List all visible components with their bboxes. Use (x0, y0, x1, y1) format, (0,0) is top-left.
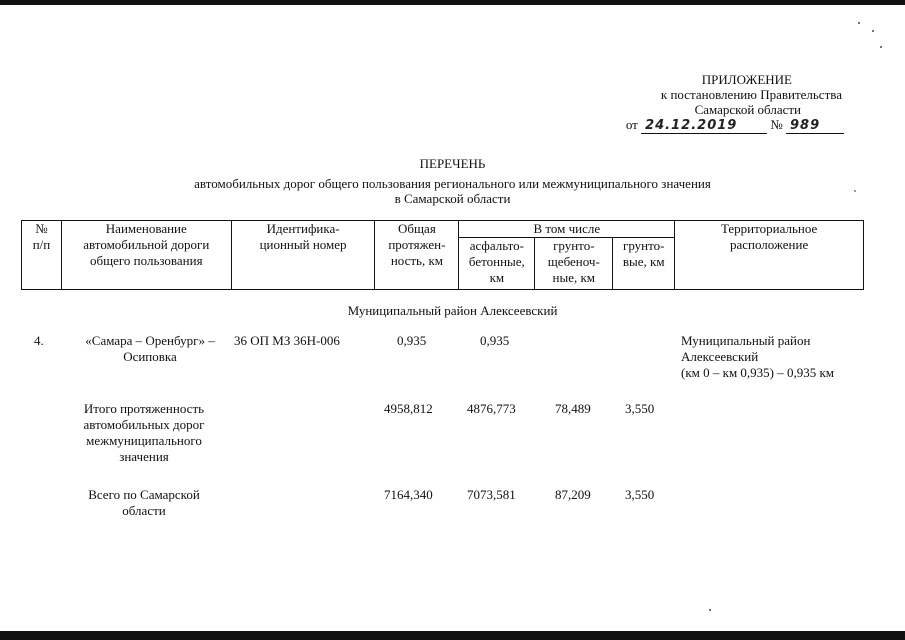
row-identifier: 36 ОП МЗ 36Н-006 (234, 333, 340, 348)
subtotal-label-line-4: значения (119, 449, 169, 464)
row-road-name-line-2: Осиповка (123, 349, 177, 364)
document-subtitle-1: автомобильных дорог общего пользования регионального или межмуниципального значения (194, 176, 711, 191)
row-location-line-3: (км 0 – км 0,935) – 0,935 км (681, 365, 835, 380)
appendix-block (560, 72, 860, 134)
header-number-line-2: п/п (32, 237, 51, 252)
roads-table-header (21, 220, 864, 290)
subtotal-label-line-2: автомобильных дорог (83, 417, 205, 432)
subtotal-dirt-length: 3,550 (625, 401, 655, 416)
header-road-name-line-1: Наименование (105, 221, 187, 236)
grand-total-label-line-2: области (122, 503, 166, 518)
header-gravel-line-3: ные, км (552, 270, 596, 285)
row-location-line-1: Муниципальный район (681, 333, 811, 348)
row-road-name (62, 333, 238, 365)
scan-speck (854, 190, 856, 192)
appendix-line-1: к постановлению Правительства (660, 87, 842, 102)
row-location-line-2: Алексеевский (681, 349, 759, 364)
row-total-length: 0,935 (397, 333, 427, 348)
subtotal-label-line-3: межмуниципального (86, 433, 202, 448)
header-identifier-line-1: Идентифика- (266, 221, 340, 236)
subtotal-total-length: 4958,812 (384, 401, 433, 416)
row-number: 4. (34, 333, 44, 348)
document-subtitle-2: в Самарской области (394, 191, 511, 206)
header-gravel (535, 238, 613, 290)
header-dirt-line-2: вые, км (622, 254, 665, 269)
document-title: ПЕРЕЧЕНЬ (419, 156, 486, 171)
header-gravel-line-1: грунто- (553, 238, 595, 253)
header-road-name (61, 221, 231, 290)
header-location-line-1: Территориальное (720, 221, 818, 236)
header-total-line-3: ность, км (390, 253, 444, 268)
header-road-name-line-3: общего пользования (90, 253, 203, 268)
scan-speck (709, 609, 711, 611)
header-total-length (375, 221, 459, 290)
grand-total-asphalt-length: 7073,581 (467, 487, 516, 502)
grand-total-dirt-length: 3,550 (625, 487, 655, 502)
header-dirt (613, 238, 675, 290)
header-including: В том числе (459, 221, 675, 238)
subtotal-label-line-1: Итого протяженность (83, 401, 205, 416)
grand-total-label (56, 487, 232, 519)
header-location (675, 221, 864, 290)
subtotal-label (56, 401, 232, 465)
section-title: Муниципальный район Алексеевский (347, 303, 558, 318)
grand-total-label-line-1: Всего по Самарской (88, 487, 200, 502)
scan-border-top (0, 0, 905, 5)
subtotal-asphalt-length: 4876,773 (467, 401, 516, 416)
header-number (22, 221, 62, 290)
header-total-line-2: протяжен- (388, 237, 446, 252)
scan-speck (880, 46, 882, 48)
header-gravel-line-2: щебеноч- (547, 254, 600, 269)
header-dirt-line-1: грунто- (623, 238, 665, 253)
header-identifier (231, 221, 375, 290)
scan-speck (858, 22, 860, 24)
grand-total-gravel-length: 87,209 (555, 487, 591, 502)
header-asphalt-line-1: асфальто- (469, 238, 524, 253)
appendix-date-line (560, 117, 860, 134)
scan-border-bottom (0, 631, 905, 640)
header-road-name-line-2: автомобильной дороги (83, 237, 210, 252)
row-road-name-line-1: «Самара – Оренбург» – (85, 333, 215, 348)
header-asphalt-line-2: бетонные, (468, 254, 525, 269)
header-identifier-line-2: ционный номер (259, 237, 347, 252)
subtotal-gravel-length: 78,489 (555, 401, 591, 416)
handwritten-date: 24.12.2019 (641, 118, 767, 134)
row-asphalt-length: 0,935 (480, 333, 510, 348)
appendix-line-2: Самарской области (694, 102, 801, 117)
header-asphalt (459, 238, 535, 290)
grand-total-length: 7164,340 (384, 487, 433, 502)
scan-speck (872, 30, 874, 32)
header-total-line-1: Общая (398, 221, 436, 236)
number-prefix: № (770, 117, 783, 132)
row-location (681, 333, 871, 381)
header-number-line-1: № (35, 221, 48, 236)
date-prefix: от (625, 117, 638, 132)
header-asphalt-line-3: км (489, 270, 505, 285)
header-location-line-2: расположение (729, 237, 809, 252)
handwritten-number: 989 (786, 118, 844, 134)
appendix-title: ПРИЛОЖЕНИЕ (701, 72, 792, 87)
